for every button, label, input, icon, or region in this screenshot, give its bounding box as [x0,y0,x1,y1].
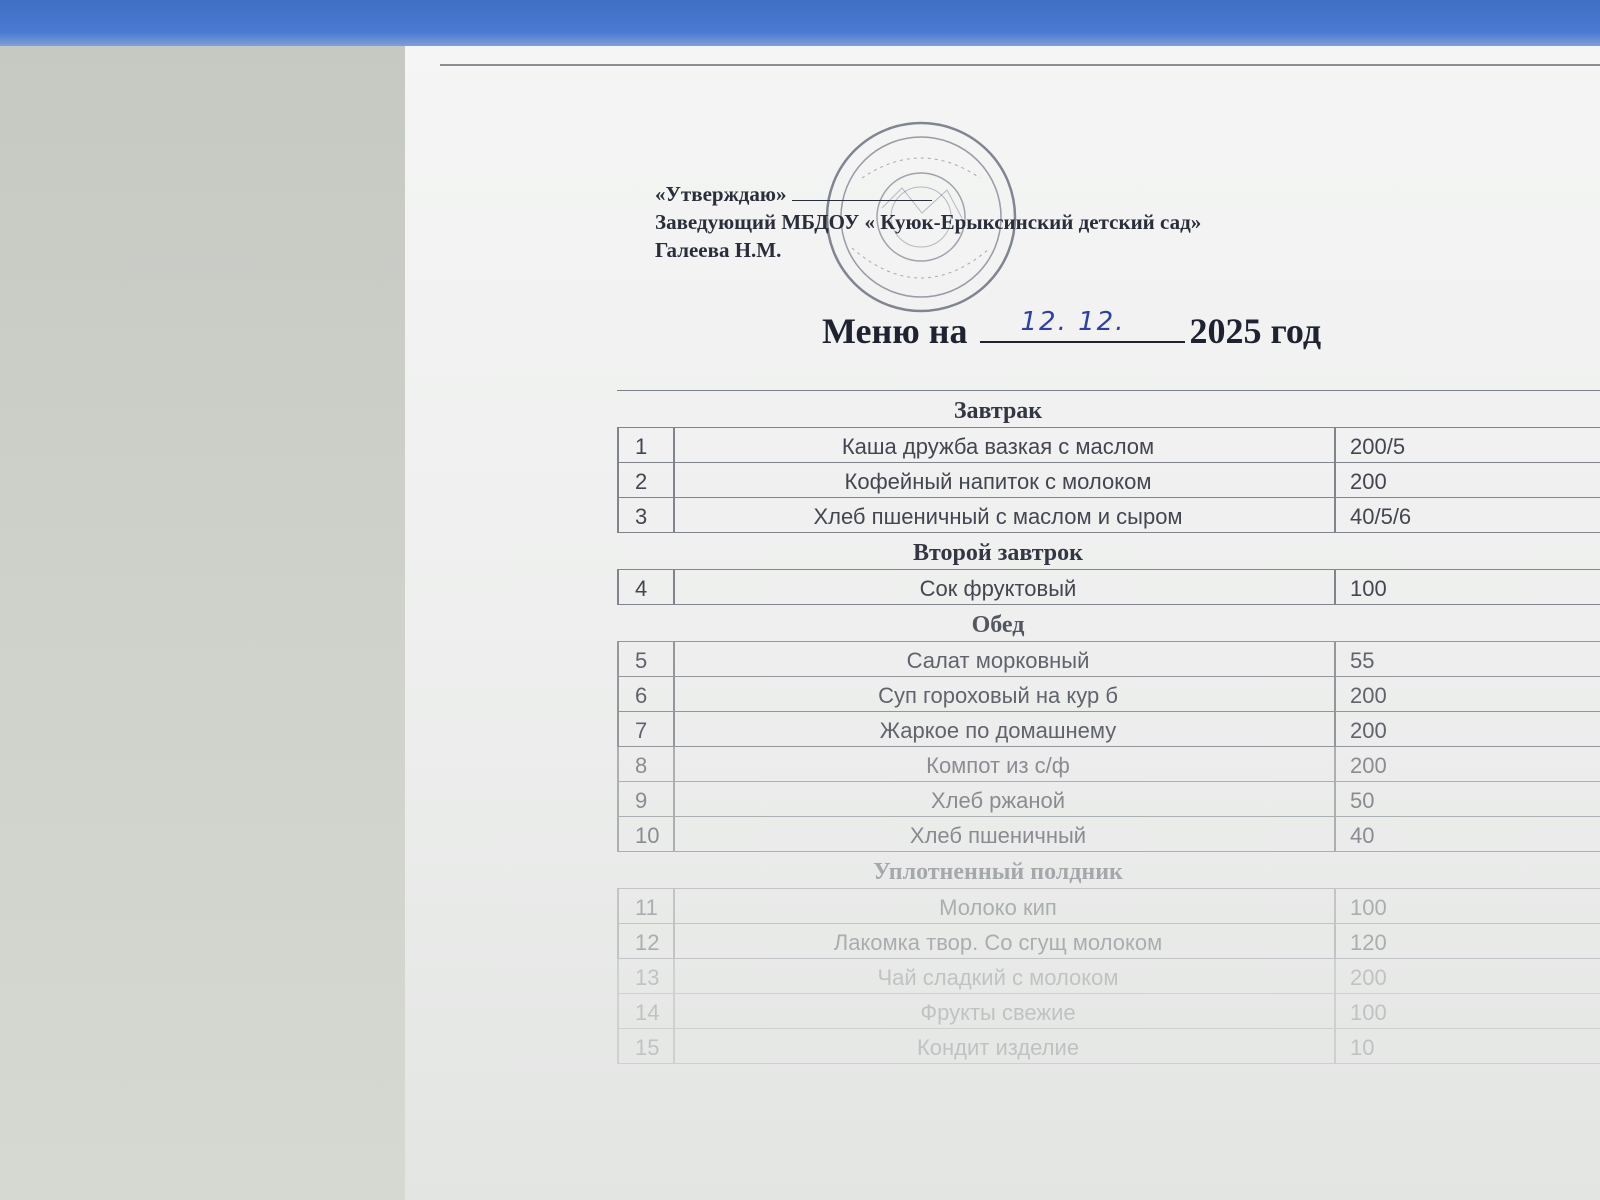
portion-size: 40/5/6 [1350,504,1412,529]
table-row [617,924,1600,959]
table-column-divider [617,570,619,604]
table-row [617,817,1600,852]
table-column-divider [617,782,619,816]
menu-table [617,390,1600,1064]
dish-name: Кондит изделие [916,1035,1080,1060]
section-title: Уплотненный полдник [873,859,1123,885]
item-number: 5 [635,648,648,673]
table-column-divider [617,817,619,851]
item-number: 12 [635,930,660,955]
dish-name: Хлеб пшеничный [909,823,1087,848]
menu-title-prefix: Меню на [822,311,968,351]
dish-name: Хлеб ржаной [930,788,1066,813]
portion-size: 200 [1350,683,1387,708]
table-column-divider [617,677,619,711]
portion-size: 100 [1350,576,1387,601]
section-title: Второй завтрок [913,540,1083,566]
table-column-divider [617,642,619,676]
approval-name: Галеева Н.М. [655,238,782,262]
dish-name: Молоко кип [939,895,1057,920]
item-number: 1 [635,434,648,459]
table-column-divider [617,747,619,781]
portion-size: 40 [1350,823,1375,848]
menu-section-header [617,605,1600,642]
item-number: 8 [635,753,648,778]
dish-name: Салат морковный [906,648,1090,673]
item-number: 11 [635,895,658,920]
dish-name: Лакомка твор. Со сгущ молоком [833,930,1163,955]
table-row [617,1029,1600,1064]
approval-position: Заведующий МБДОУ « Куюк-Ерыксинский детский сад» [655,210,1202,234]
table-row [617,642,1600,677]
date-slot [980,307,1185,343]
menu-section-header [617,391,1600,428]
section-title: Завтрак [953,398,1043,424]
table-row [617,994,1600,1029]
portion-size: 100 [1350,895,1387,920]
dish-name: Хлеб пшеничный с маслом и сыром [813,504,1183,529]
item-number: 13 [635,965,660,990]
menu-title [822,307,1322,352]
dish-name: Суп гороховый на кур б [878,683,1118,708]
portion-size: 55 [1350,648,1375,673]
table-row [617,463,1600,498]
table-row [617,782,1600,817]
table-column-divider [617,924,619,958]
page-top-rule [440,64,1600,66]
portion-size: 200 [1350,469,1387,494]
table-column-divider [617,889,619,923]
item-number: 7 [635,718,648,743]
item-number: 4 [635,576,648,601]
table-column-divider [617,994,619,1028]
item-number: 3 [635,504,648,529]
handwritten-date: 12. 12. [1020,307,1126,337]
table-row [617,570,1600,605]
portion-size: 200 [1350,718,1387,743]
menu-section-header [617,852,1600,889]
window-title-bar [0,0,1600,46]
item-number: 6 [635,683,648,708]
menu-section-header [617,533,1600,570]
dish-name: Чай сладкий с молоком [877,965,1119,990]
portion-size: 50 [1350,788,1375,813]
table-column-divider [617,959,619,993]
portion-size: 200 [1350,753,1387,778]
portion-size: 200 [1350,965,1387,990]
dish-name: Фрукты свежие [920,1000,1076,1025]
table-column-divider [617,463,619,497]
table-column-divider [617,428,619,462]
item-number: 10 [635,823,660,848]
approval-block [655,180,1555,264]
portion-size: 100 [1350,1000,1387,1025]
table-row [617,889,1600,924]
signature-line [792,182,932,201]
item-number: 14 [635,1000,660,1025]
item-number: 9 [635,788,648,813]
portion-size: 120 [1350,930,1387,955]
dish-name: Каша дружба вазкая с маслом [841,434,1155,459]
approve-label: «Утверждаю» [655,182,787,206]
item-number: 2 [635,469,648,494]
section-title: Обед [971,612,1025,638]
table-row [617,677,1600,712]
table-row [617,498,1600,533]
item-number: 15 [635,1035,660,1060]
dish-name: Жаркое по домашнему [879,718,1117,743]
dish-name: Сок фруктовый [919,576,1077,601]
table-column-divider [617,712,619,746]
dish-name: Компот из с/ф [926,753,1070,778]
portion-size: 200/5 [1350,434,1406,459]
table-row [617,747,1600,782]
table-row [617,959,1600,994]
approval-line [655,180,1555,208]
table-column-divider [617,1029,619,1063]
table-column-divider [617,498,619,532]
left-pane [0,46,405,1200]
table-row [617,428,1600,463]
portion-size: 10 [1350,1035,1375,1060]
table-row [617,712,1600,747]
menu-title-suffix: 2025 год [1189,311,1322,351]
dish-name: Кофейный напиток с молоком [844,469,1152,494]
